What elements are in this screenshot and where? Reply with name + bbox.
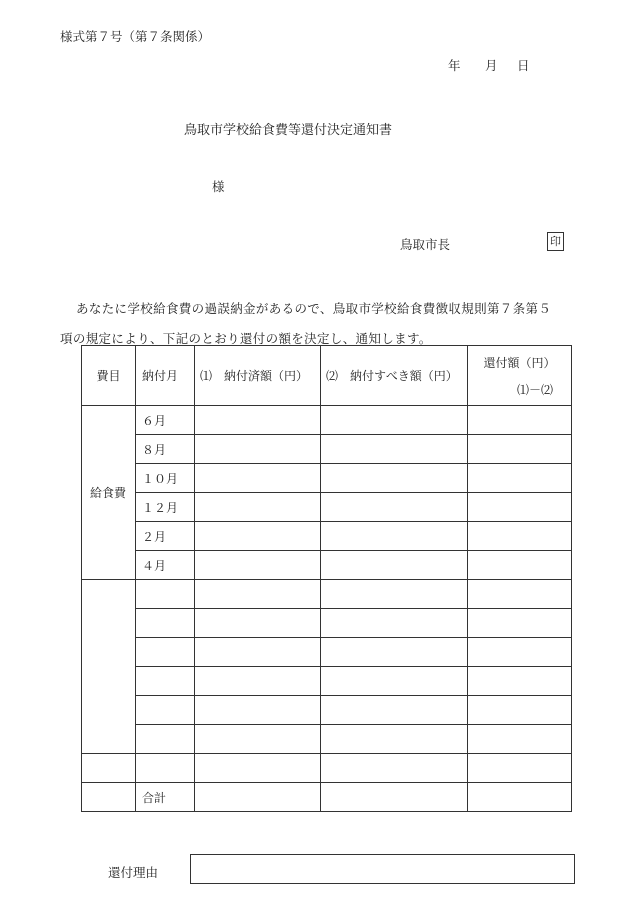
category-cell[interactable] <box>82 754 136 783</box>
notice-body-line-2: 項の規定により、下記のとおり還付の額を決定し、通知します。 <box>60 331 432 346</box>
total-due-cell[interactable] <box>321 783 468 812</box>
total-paid-cell[interactable] <box>195 783 321 812</box>
table-row <box>82 435 572 464</box>
paid-cell[interactable] <box>195 551 321 580</box>
table-row <box>82 580 572 609</box>
table-row <box>82 464 572 493</box>
header-paid-amount: ⑴ 納付済額（円） <box>195 346 321 406</box>
paid-cell[interactable] <box>195 580 321 609</box>
notice-body-line-1: あなたに学校給食費の過誤納金があるので、鳥取市学校給食費徴収規則第７条第５ <box>76 301 552 316</box>
table-row <box>82 667 572 696</box>
month-cell: １０月 <box>136 464 195 493</box>
month-cell[interactable] <box>136 609 195 638</box>
category-lunch-fee: 給食費 <box>82 406 136 580</box>
refund-cell[interactable] <box>468 493 572 522</box>
month-cell[interactable] <box>136 580 195 609</box>
table-row <box>82 638 572 667</box>
total-refund-cell[interactable] <box>468 783 572 812</box>
paid-cell[interactable] <box>195 725 321 754</box>
header-category: 費目 <box>82 346 136 406</box>
refund-cell[interactable] <box>468 406 572 435</box>
recipient-honorific: 様 <box>212 179 225 194</box>
table-row <box>82 754 572 783</box>
due-cell[interactable] <box>321 580 468 609</box>
refund-cell[interactable] <box>468 522 572 551</box>
due-cell[interactable] <box>321 725 468 754</box>
due-cell[interactable] <box>321 754 468 783</box>
table-row <box>82 406 572 435</box>
refund-cell[interactable] <box>468 725 572 754</box>
table-row <box>82 551 572 580</box>
table-header-row <box>82 346 572 406</box>
month-cell: ４月 <box>136 551 195 580</box>
date-year: 年 <box>448 58 461 73</box>
header-payment-month: 納付月 <box>136 346 195 406</box>
refund-cell[interactable] <box>468 435 572 464</box>
table-row <box>82 493 572 522</box>
paid-cell[interactable] <box>195 754 321 783</box>
header-amount-due: ⑵ 納付すべき額（円） <box>321 346 468 406</box>
seal-mark: 印 <box>547 232 564 251</box>
paid-cell[interactable] <box>195 406 321 435</box>
due-cell[interactable] <box>321 551 468 580</box>
due-cell[interactable] <box>321 493 468 522</box>
paid-cell[interactable] <box>195 609 321 638</box>
refund-cell[interactable] <box>468 667 572 696</box>
paid-cell[interactable] <box>195 638 321 667</box>
refund-cell[interactable] <box>468 609 572 638</box>
refund-reason-field[interactable] <box>190 854 575 884</box>
due-cell[interactable] <box>321 667 468 696</box>
table-row <box>82 522 572 551</box>
refund-cell[interactable] <box>468 580 572 609</box>
due-cell[interactable] <box>321 609 468 638</box>
total-row <box>82 783 572 812</box>
due-cell[interactable] <box>321 464 468 493</box>
month-cell: ８月 <box>136 435 195 464</box>
header-refund-amount <box>468 346 572 406</box>
paid-cell[interactable] <box>195 435 321 464</box>
refund-cell[interactable] <box>468 464 572 493</box>
month-cell: １２月 <box>136 493 195 522</box>
paid-cell[interactable] <box>195 493 321 522</box>
month-cell[interactable] <box>136 696 195 725</box>
month-cell: ２月 <box>136 522 195 551</box>
due-cell[interactable] <box>321 406 468 435</box>
paid-cell[interactable] <box>195 464 321 493</box>
paid-cell[interactable] <box>195 522 321 551</box>
refund-cell[interactable] <box>468 638 572 667</box>
month-cell[interactable] <box>136 725 195 754</box>
table-row <box>82 725 572 754</box>
refund-reason-label: 還付理由 <box>108 865 159 880</box>
table-row <box>82 609 572 638</box>
document-title: 鳥取市学校給食費等還付決定通知書 <box>184 123 393 138</box>
paid-cell[interactable] <box>195 696 321 725</box>
form-number: 様式第７号（第７条関係） <box>60 29 211 44</box>
month-cell: ６月 <box>136 406 195 435</box>
issuer-name: 鳥取市長 <box>400 237 451 252</box>
header-refund-label: 還付額（円） <box>483 355 556 370</box>
category-cell <box>82 783 136 812</box>
header-refund-formula: ⑴－⑵ <box>516 382 553 397</box>
month-cell[interactable] <box>136 754 195 783</box>
paid-cell[interactable] <box>195 667 321 696</box>
date-day: 日 <box>517 58 530 73</box>
refund-cell[interactable] <box>468 551 572 580</box>
due-cell[interactable] <box>321 696 468 725</box>
table-row <box>82 696 572 725</box>
due-cell[interactable] <box>321 435 468 464</box>
refund-cell[interactable] <box>468 696 572 725</box>
month-cell[interactable] <box>136 638 195 667</box>
refund-cell[interactable] <box>468 754 572 783</box>
date-month: 月 <box>485 58 498 73</box>
total-label: 合計 <box>136 783 195 812</box>
due-cell[interactable] <box>321 522 468 551</box>
month-cell[interactable] <box>136 667 195 696</box>
date-line <box>448 56 530 74</box>
category-blank[interactable] <box>82 580 136 754</box>
due-cell[interactable] <box>321 638 468 667</box>
refund-table <box>81 345 572 812</box>
